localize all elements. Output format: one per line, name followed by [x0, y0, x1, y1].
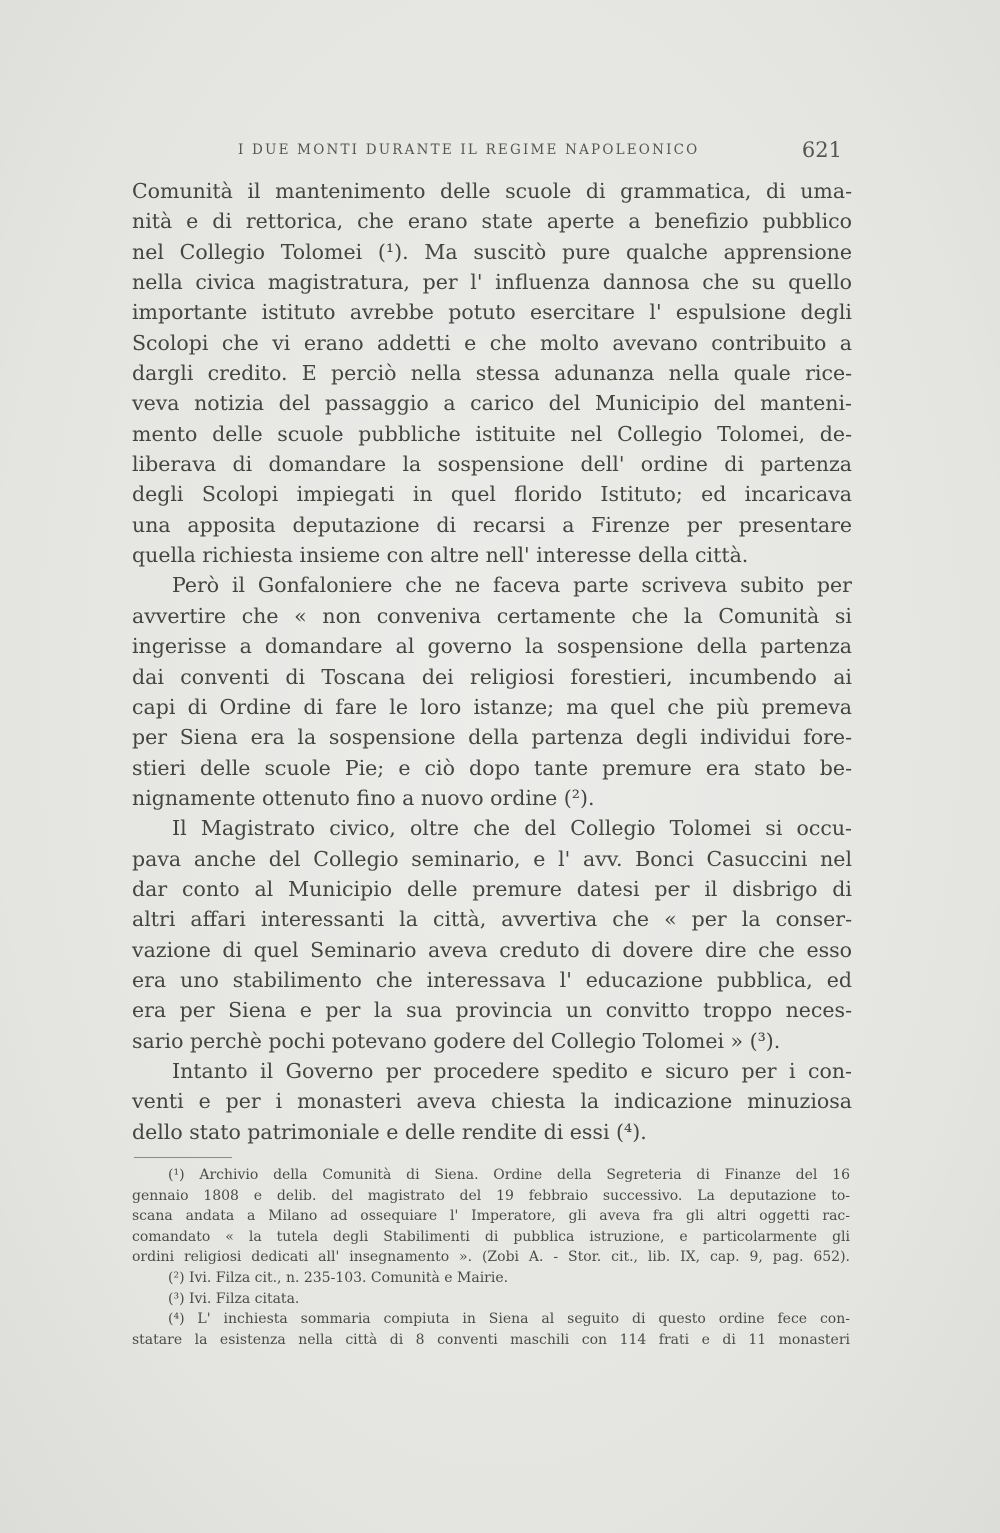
text-line: mento delle scuole pubbliche istituite nel Collegio Tolomei, de-: [132, 421, 852, 446]
text-line: avvertire che « non conveniva certamente che la Comunità si: [132, 603, 852, 628]
text-line: dello stato patrimoniale e delle rendite di essi (⁴).: [132, 1119, 647, 1144]
text-line: Il Magistrato civico, oltre che del Collegio Tolomei si occu-: [172, 816, 852, 841]
text-line: nità e di rettorica, che erano state aperte a benefizio pubblico: [132, 209, 852, 234]
footnote-line: (¹) Archivio della Comunità di Siena. Ordine della Segreteria di Finanze del 16: [168, 1167, 850, 1183]
text-line: degli Scolopi impiegati in quel florido Istituto; ed incaricava: [132, 482, 852, 507]
text-line: Comunità il mantenimento delle scuole di grammatica, di uma-: [132, 179, 852, 203]
footnote-line: (²) Ivi. Filza cit., n. 235-103. Comunità e Mairie.: [168, 1269, 509, 1286]
text-line: venti e per i monasteri aveva chiesta la indicazione minuziosa: [132, 1089, 852, 1114]
text-line: vazione di quel Seminario aveva creduto di dovere dire che esso: [132, 937, 852, 962]
footnote-line: scana andata a Milano ad ossequiare l' Imperatore, gli aveva fra gli altri oggetti rac-: [132, 1208, 850, 1225]
text-line: dai conventi di Toscana dei religiosi forestieri, incumbendo ai: [132, 664, 852, 689]
text-line: importante istituto avrebbe potuto esercitare l' espulsione degli: [132, 300, 852, 325]
text-line: dar conto al Municipio delle premure datesi per il disbrigo di: [132, 876, 852, 901]
running-head: I DUE MONTI DURANTE IL REGIME NAPOLEONICO: [238, 142, 700, 158]
text-line: veva notizia del passaggio a carico del Municipio del manteni-: [132, 391, 852, 416]
text-line: sario perchè pochi potevano godere del Collegio Tolomei » (³).: [132, 1028, 781, 1053]
text-line: era per Siena e per la sua provincia un convitto troppo neces-: [132, 998, 852, 1023]
footnote-line: (³) Ivi. Filza citata.: [168, 1290, 300, 1307]
footnote-line: ordini religiosi dedicati all' insegnamento ». (Zobi A. - Stor. cit., lib. IX, cap. 9, pag. 652).: [132, 1249, 850, 1266]
text-line: Scolopi che vi erano addetti e che molto avevano contribuito a: [132, 330, 852, 355]
text-line: stieri delle scuole Pie; e ciò dopo tante premure era stato be-: [132, 755, 852, 780]
text-line: nel Collegio Tolomei (¹). Ma suscitò pure qualche apprensione: [132, 239, 852, 264]
text-line: per Siena era la sospensione della partenza degli individui fore-: [132, 725, 852, 750]
footnotes: [132, 1165, 850, 1350]
footnote-line: gennaio 1808 e delib. del magistrato del 19 febbraio successivo. La deputazione to-: [132, 1187, 850, 1204]
text-line: pava anche del Collegio seminario, e l' avv. Bonci Casuccini nel: [132, 846, 852, 871]
text-line: una apposita deputazione di recarsi a Firenze per presentare: [132, 512, 852, 537]
footnote-separator: [134, 1157, 232, 1158]
text-line: quella richiesta insieme con altre nell' interesse della città.: [132, 543, 749, 568]
page-number: 621: [801, 138, 842, 162]
text-line: liberava di domandare la sospensione dell' ordine di partenza: [132, 452, 852, 477]
footnote-line: statare la esistenza nella città di 8 conventi maschili con 114 frati e di 11 monasteri: [132, 1331, 850, 1348]
text-line: capi di Ordine di fare le loro istanze; ma quel che più premeva: [132, 694, 852, 719]
text-line: nignamente ottenuto fino a nuovo ordine (²).: [132, 785, 595, 810]
text-line: Però il Gonfaloniere che ne faceva parte scriveva subito per: [172, 573, 852, 598]
main-text: [132, 176, 852, 1147]
page-header: [130, 138, 852, 164]
text-line: ingerisse a domandare al governo la sospensione della partenza: [132, 634, 852, 659]
text-line: dargli credito. E perciò nella stessa adunanza nella quale rice-: [132, 361, 852, 386]
text-line: nella civica magistratura, per l' influenza dannosa che su quello: [132, 270, 852, 295]
footnote-line: comandato « la tutela degli Stabilimenti di pubblica istruzione, e particolarmente gli: [132, 1228, 850, 1245]
footnote-line: (⁴) L' inchiesta sommaria compiuta in Siena al seguito di questo ordine fece con-: [168, 1311, 850, 1328]
text-line: altri affari interessanti la città, avvertiva che « per la conser-: [132, 907, 852, 932]
text-line: era uno stabilimento che interessava l' educazione pubblica, ed: [132, 967, 852, 992]
text-line: Intanto il Governo per procedere spedito e sicuro per i con-: [172, 1058, 852, 1083]
